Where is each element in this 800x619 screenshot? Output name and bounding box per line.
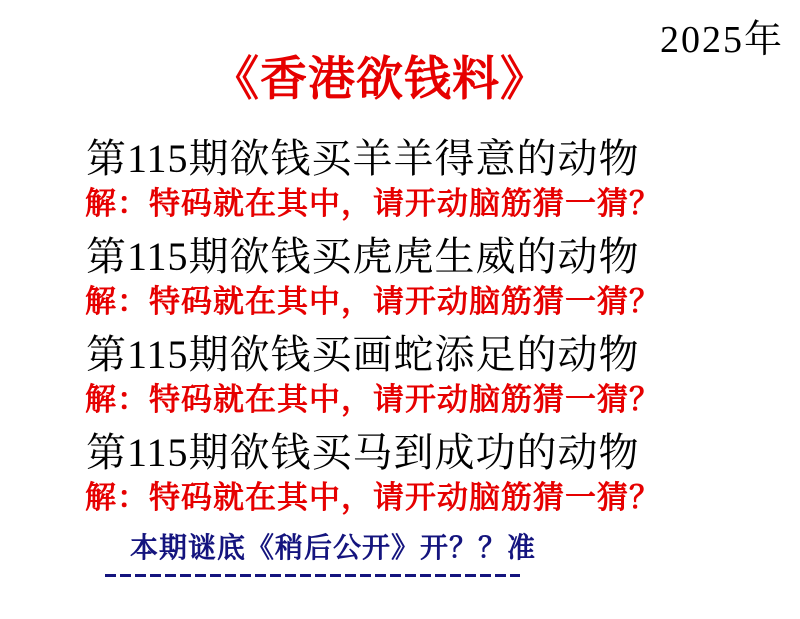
entry-question: 第115期欲钱买羊羊得意的动物 <box>86 136 640 181</box>
entry-answer: 解：特码就在其中，请开动脑筋猜一猜？ <box>85 186 661 221</box>
page-title: 《香港欲钱料》 <box>212 54 548 106</box>
footer <box>0 533 800 577</box>
riddle-result-line: 本期谜底《稍后公开》开？？准 <box>130 533 537 564</box>
entry-row <box>0 331 800 417</box>
year-label: 2025年 <box>659 19 784 61</box>
entry-question: 第115期欲钱买虎虎生威的动物 <box>86 234 640 279</box>
entry-row <box>0 429 800 515</box>
entry-row <box>0 233 800 319</box>
entry-row <box>0 135 800 221</box>
entries-list <box>0 135 800 515</box>
entry-question: 第115期欲钱买画蛇添足的动物 <box>86 332 640 377</box>
entry-answer: 解：特码就在其中，请开动脑筋猜一猜？ <box>85 382 661 417</box>
entry-answer: 解：特码就在其中，请开动脑筋猜一猜？ <box>85 284 661 319</box>
entry-question: 第115期欲钱买马到成功的动物 <box>86 430 640 475</box>
entry-answer: 解：特码就在其中，请开动脑筋猜一猜？ <box>85 480 661 515</box>
dashed-line-icon <box>105 574 520 577</box>
